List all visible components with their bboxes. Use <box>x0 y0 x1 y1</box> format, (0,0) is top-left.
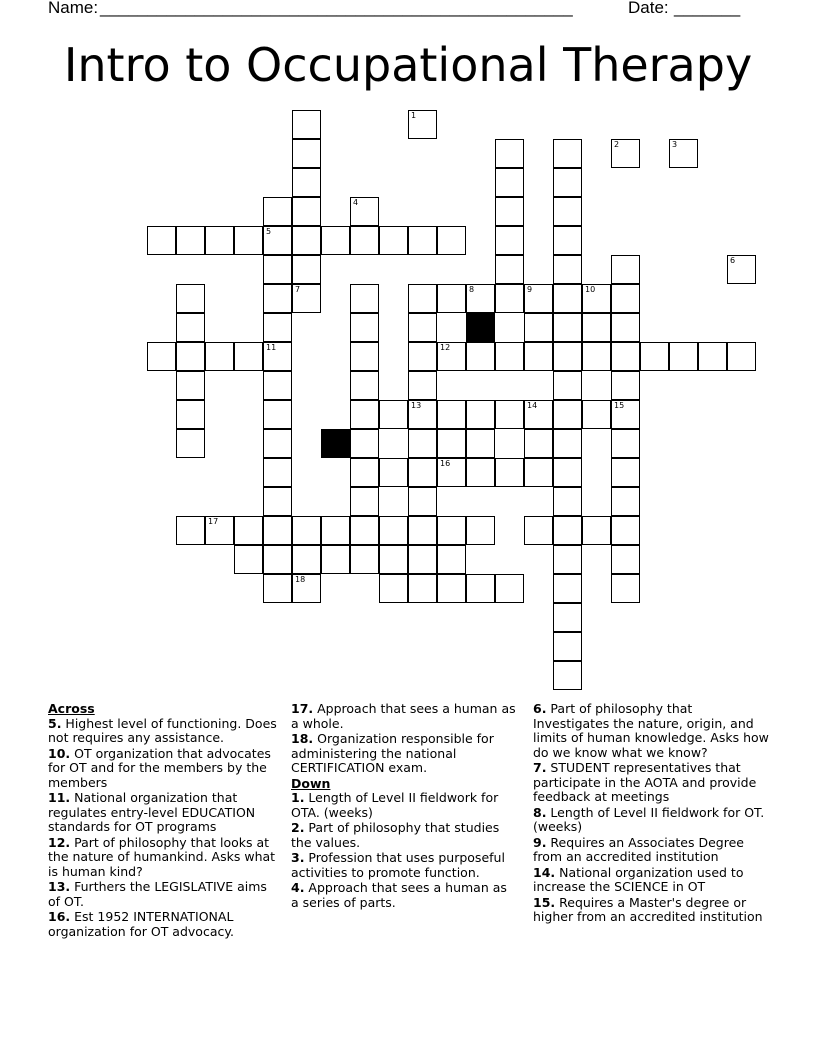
crossword-cell[interactable] <box>263 371 292 400</box>
crossword-cell[interactable] <box>698 342 727 371</box>
crossword-cell[interactable] <box>292 168 321 197</box>
crossword-cell[interactable] <box>263 197 292 226</box>
crossword-cell[interactable] <box>611 487 640 516</box>
crossword-cell[interactable] <box>611 458 640 487</box>
black-square <box>466 313 495 342</box>
clue-number-label: 14. <box>533 864 556 880</box>
crossword-cell[interactable] <box>611 371 640 400</box>
crossword-cell[interactable] <box>553 139 582 168</box>
crossword-cell[interactable] <box>292 545 321 574</box>
crossword-cell[interactable] <box>379 458 408 487</box>
crossword-cell[interactable] <box>582 400 611 429</box>
crossword-cell[interactable] <box>524 400 553 429</box>
page-title: Intro to Occupational Therapy <box>63 38 753 92</box>
crossword-cell[interactable] <box>611 313 640 342</box>
clue-number-label: 6. <box>533 701 547 716</box>
down-heading: Down <box>291 775 331 791</box>
crossword-cell[interactable] <box>263 255 292 284</box>
crossword-cell[interactable] <box>263 458 292 487</box>
crossword-cell[interactable] <box>553 197 582 226</box>
crossword-cell[interactable] <box>350 545 379 574</box>
crossword-cell[interactable] <box>176 516 205 545</box>
clue-item <box>533 761 769 805</box>
clue-number: 18 <box>295 575 306 584</box>
crossword-cell[interactable] <box>408 487 437 516</box>
crossword-cell[interactable] <box>408 516 437 545</box>
down-clues-list-continued <box>533 702 769 925</box>
crossword-cell[interactable] <box>495 255 524 284</box>
clue-number-label: 8. <box>533 804 547 820</box>
crossword-cell[interactable] <box>466 284 495 313</box>
crossword-cell[interactable] <box>553 516 582 545</box>
crossword-cell[interactable] <box>176 284 205 313</box>
crossword-cell[interactable] <box>553 487 582 516</box>
crossword-cell[interactable] <box>553 429 582 458</box>
black-square <box>321 429 350 458</box>
crossword-cell[interactable] <box>495 168 524 197</box>
clue-number-label: 16. <box>48 909 71 924</box>
crossword-cell[interactable] <box>466 342 495 371</box>
clue-item <box>48 717 278 746</box>
clues-column-1 <box>48 702 278 940</box>
clue-item <box>533 866 769 895</box>
crossword-cell[interactable] <box>263 574 292 603</box>
clue-text: STUDENT representatives that participate in the AOTA and provide feedback at meetings <box>533 760 757 804</box>
crossword-cell[interactable] <box>611 342 640 371</box>
crossword-cell[interactable] <box>408 574 437 603</box>
crossword-cell[interactable] <box>611 284 640 313</box>
crossword-cell[interactable] <box>466 458 495 487</box>
crossword-cell[interactable] <box>292 110 321 139</box>
crossword-cell[interactable] <box>176 371 205 400</box>
crossword-cell[interactable] <box>495 197 524 226</box>
clue-number: 8 <box>469 285 475 294</box>
clue-text: Part of philosophy that studies the values. <box>291 820 500 850</box>
crossword-cell[interactable] <box>408 458 437 487</box>
crossword-cell[interactable] <box>553 661 582 690</box>
crossword-cell[interactable] <box>466 429 495 458</box>
date-label: Date: <box>628 0 669 17</box>
crossword-cell[interactable] <box>292 255 321 284</box>
crossword-cell[interactable] <box>350 516 379 545</box>
clue-number: 13 <box>411 401 422 410</box>
crossword-cell[interactable] <box>408 284 437 313</box>
crossword-cell[interactable] <box>553 342 582 371</box>
crossword-cell[interactable] <box>524 458 553 487</box>
clue-text: Requires a Master's degree or higher from an accredited institution <box>533 894 763 924</box>
crossword-cell[interactable] <box>408 429 437 458</box>
crossword-cell[interactable] <box>553 574 582 603</box>
crossword-cell[interactable] <box>408 342 437 371</box>
clue-number: 4 <box>353 198 359 207</box>
crossword-cell[interactable] <box>263 284 292 313</box>
crossword-cell[interactable] <box>350 429 379 458</box>
clue-item <box>533 836 769 865</box>
crossword-cell[interactable] <box>292 226 321 255</box>
clue-number: 15 <box>614 401 625 410</box>
date-line[interactable]: _______ <box>674 0 741 17</box>
crossword-cell[interactable] <box>350 284 379 313</box>
crossword-cell[interactable] <box>553 371 582 400</box>
crossword-cell[interactable] <box>524 313 553 342</box>
crossword-cell[interactable] <box>292 284 321 313</box>
crossword-cell[interactable] <box>524 429 553 458</box>
crossword-cell[interactable] <box>292 574 321 603</box>
crossword-cell[interactable] <box>350 458 379 487</box>
clue-number-label: 9. <box>533 834 547 850</box>
crossword-cell[interactable] <box>582 313 611 342</box>
crossword-cell[interactable] <box>437 226 466 255</box>
crossword-cell[interactable] <box>379 545 408 574</box>
crossword-cell[interactable] <box>582 284 611 313</box>
clue-item <box>291 821 516 850</box>
crossword-cell[interactable] <box>437 284 466 313</box>
crossword-cell[interactable] <box>379 574 408 603</box>
clue-item <box>533 806 769 835</box>
clue-number-label: 4. <box>291 880 305 895</box>
clue-number: 2 <box>614 140 620 149</box>
crossword-cell[interactable] <box>205 226 234 255</box>
clue-item <box>291 791 516 820</box>
crossword-cell[interactable] <box>524 516 553 545</box>
crossword-cell[interactable] <box>379 516 408 545</box>
crossword-cell[interactable] <box>176 226 205 255</box>
crossword-cell[interactable] <box>292 197 321 226</box>
crossword-cell[interactable] <box>176 400 205 429</box>
clue-text: Highest level of functioning. Does not requires any assistance. <box>48 715 277 745</box>
clue-number-label: 13. <box>48 879 71 894</box>
clue-item <box>48 791 278 835</box>
crossword-cell[interactable] <box>263 516 292 545</box>
crossword-cell[interactable] <box>437 516 466 545</box>
crossword-cell[interactable] <box>495 139 524 168</box>
name-line[interactable]: __________________________________________________ <box>100 0 573 17</box>
crossword-cell[interactable] <box>553 255 582 284</box>
crossword-cell[interactable] <box>350 371 379 400</box>
clue-number-label: 3. <box>291 850 305 865</box>
clue-number-label: 1. <box>291 790 305 805</box>
clue-text: Requires an Associates Degree from an accredited institution <box>533 834 744 864</box>
crossword-cell[interactable] <box>263 342 292 371</box>
crossword-cell[interactable] <box>495 400 524 429</box>
crossword-cell[interactable] <box>727 342 756 371</box>
clue-item <box>533 702 769 760</box>
crossword-cell[interactable] <box>611 139 640 168</box>
crossword-cell[interactable] <box>234 545 263 574</box>
clue-number: 10 <box>585 285 596 294</box>
crossword-cell[interactable] <box>553 458 582 487</box>
clue-item <box>48 747 278 791</box>
crossword-cell[interactable] <box>234 226 263 255</box>
crossword-cell[interactable] <box>582 342 611 371</box>
crossword-cell[interactable] <box>437 574 466 603</box>
clue-number-label: 15. <box>533 894 556 910</box>
crossword-cell[interactable] <box>350 342 379 371</box>
crossword-cell[interactable] <box>611 574 640 603</box>
crossword-cell[interactable] <box>495 226 524 255</box>
crossword-cell[interactable] <box>437 458 466 487</box>
crossword-cell[interactable] <box>611 429 640 458</box>
clues-column-3 <box>533 702 769 926</box>
crossword-cell[interactable] <box>263 545 292 574</box>
crossword-cell[interactable] <box>437 429 466 458</box>
across-heading: Across <box>48 701 95 716</box>
clue-item <box>291 851 516 880</box>
crossword-cell[interactable] <box>553 313 582 342</box>
clue-text: Furthers the LEGISLATIVE aims of OT. <box>48 879 267 909</box>
crossword-cell[interactable] <box>234 342 263 371</box>
clue-text: Length of Level II fieldwork for OT. (weeks) <box>533 804 765 834</box>
crossword-cell[interactable] <box>408 400 437 429</box>
clues-column-2 <box>291 702 516 911</box>
crossword-cell[interactable] <box>466 574 495 603</box>
clue-number-label: 17. <box>291 701 314 716</box>
clue-number: 5 <box>266 227 272 236</box>
crossword-cell[interactable] <box>466 400 495 429</box>
crossword-cell[interactable] <box>147 342 176 371</box>
crossword-cell[interactable] <box>350 313 379 342</box>
crossword-cell[interactable] <box>437 545 466 574</box>
clue-number-label: 5. <box>48 715 62 731</box>
crossword-cell[interactable] <box>234 516 263 545</box>
crossword-cell[interactable] <box>437 400 466 429</box>
crossword-cell[interactable] <box>292 139 321 168</box>
clue-number: 1 <box>411 111 417 120</box>
crossword-cell[interactable] <box>611 545 640 574</box>
crossword-cell[interactable] <box>553 226 582 255</box>
crossword-cell[interactable] <box>495 574 524 603</box>
crossword-cell[interactable] <box>263 487 292 516</box>
clue-number: 6 <box>730 256 736 265</box>
crossword-cell[interactable] <box>495 342 524 371</box>
clue-text: Part of philosophy that looks at the nature of humankind. Asks what is human kind? <box>48 834 276 879</box>
crossword-cell[interactable] <box>408 545 437 574</box>
crossword-cell[interactable] <box>553 603 582 632</box>
crossword-cell[interactable] <box>408 371 437 400</box>
crossword-cell[interactable] <box>205 342 234 371</box>
crossword-cell[interactable] <box>292 516 321 545</box>
clue-number: 3 <box>672 140 678 149</box>
crossword-cell[interactable] <box>350 197 379 226</box>
across-clues-list-continued <box>291 702 516 776</box>
crossword-cell[interactable] <box>553 168 582 197</box>
crossword-cell[interactable] <box>350 487 379 516</box>
clue-text: Profession that uses purposeful activities to promote function. <box>291 850 505 880</box>
clue-number-label: 11. <box>48 790 71 805</box>
clue-text: Approach that sees a human as a whole. <box>291 701 516 731</box>
crossword-cell[interactable] <box>263 226 292 255</box>
clue-text: Organization responsible for administering the national CERTIFICATION exam. <box>291 731 494 775</box>
clue-text: Part of philosophy that Investigates the nature, origin, and limits of human knowledge. Asks how do we know what we know? <box>533 701 769 760</box>
crossword-cell[interactable] <box>350 226 379 255</box>
clue-number: 14 <box>527 401 538 410</box>
clue-text: Est 1952 INTERNATIONAL organization for OT advocacy. <box>48 909 234 939</box>
down-clues-list <box>291 791 516 910</box>
clue-number: 16 <box>440 459 451 468</box>
crossword-cell[interactable] <box>350 400 379 429</box>
crossword-cell[interactable] <box>553 400 582 429</box>
crossword-cell[interactable] <box>466 516 495 545</box>
crossword-cell[interactable] <box>524 342 553 371</box>
crossword-cell[interactable] <box>669 139 698 168</box>
crossword-cell[interactable] <box>582 516 611 545</box>
crossword-cell[interactable] <box>379 400 408 429</box>
crossword-cell[interactable] <box>611 400 640 429</box>
crossword-cell[interactable] <box>263 429 292 458</box>
crossword-cell[interactable] <box>321 226 350 255</box>
clue-number-label: 18. <box>291 731 314 746</box>
crossword-cell[interactable] <box>408 110 437 139</box>
clue-number-label: 2. <box>291 820 305 835</box>
crossword-cell[interactable] <box>321 545 350 574</box>
crossword-cell[interactable] <box>611 255 640 284</box>
clue-number-label: 7. <box>533 760 547 775</box>
clue-number: 7 <box>295 285 301 294</box>
clue-item <box>291 881 516 910</box>
crossword-cell[interactable] <box>147 226 176 255</box>
clue-item <box>48 910 278 939</box>
clue-text: National organization used to increase the SCIENCE in OT <box>533 864 744 894</box>
crossword-cell[interactable] <box>263 313 292 342</box>
crossword-cell[interactable] <box>176 429 205 458</box>
clue-number-label: 12. <box>48 834 71 850</box>
clue-text: Approach that sees a human as a series of parts. <box>291 880 507 910</box>
crossword-cell[interactable] <box>611 516 640 545</box>
clue-item <box>291 732 516 776</box>
crossword-cell[interactable] <box>727 255 756 284</box>
clue-item <box>533 896 769 925</box>
clue-number: 17 <box>208 517 219 526</box>
crossword-cell[interactable] <box>321 516 350 545</box>
crossword-cell[interactable] <box>495 458 524 487</box>
clue-number-label: 10. <box>48 745 71 761</box>
crossword-cell[interactable] <box>640 342 669 371</box>
crossword-cell[interactable] <box>205 516 234 545</box>
clue-text: National organization that regulates entry-level EDUCATION standards for OT programs <box>48 790 256 834</box>
crossword-cell[interactable] <box>553 545 582 574</box>
across-clues-list <box>48 717 278 940</box>
clue-number: 11 <box>266 343 277 352</box>
clue-text: Length of Level II fieldwork for OTA. (weeks) <box>291 790 499 820</box>
crossword-cell[interactable] <box>437 342 466 371</box>
crossword-cell[interactable] <box>408 313 437 342</box>
crossword-cell[interactable] <box>379 226 408 255</box>
crossword-cell[interactable] <box>408 226 437 255</box>
crossword-cell[interactable] <box>553 632 582 661</box>
crossword-cell[interactable] <box>669 342 698 371</box>
crossword-cell[interactable] <box>176 342 205 371</box>
clue-text: OT organization that advocates for OT and for the members by the members <box>48 745 271 790</box>
clue-item <box>48 880 278 909</box>
clue-number: 12 <box>440 343 451 352</box>
crossword-cell[interactable] <box>263 400 292 429</box>
crossword-cell[interactable] <box>176 313 205 342</box>
clue-item <box>48 836 278 880</box>
clue-number: 9 <box>527 285 533 294</box>
crossword-cell[interactable] <box>553 284 582 313</box>
name-label: Name: <box>48 0 99 17</box>
clue-item <box>291 702 516 731</box>
crossword-cell[interactable] <box>524 284 553 313</box>
crossword-cell[interactable] <box>495 284 524 313</box>
